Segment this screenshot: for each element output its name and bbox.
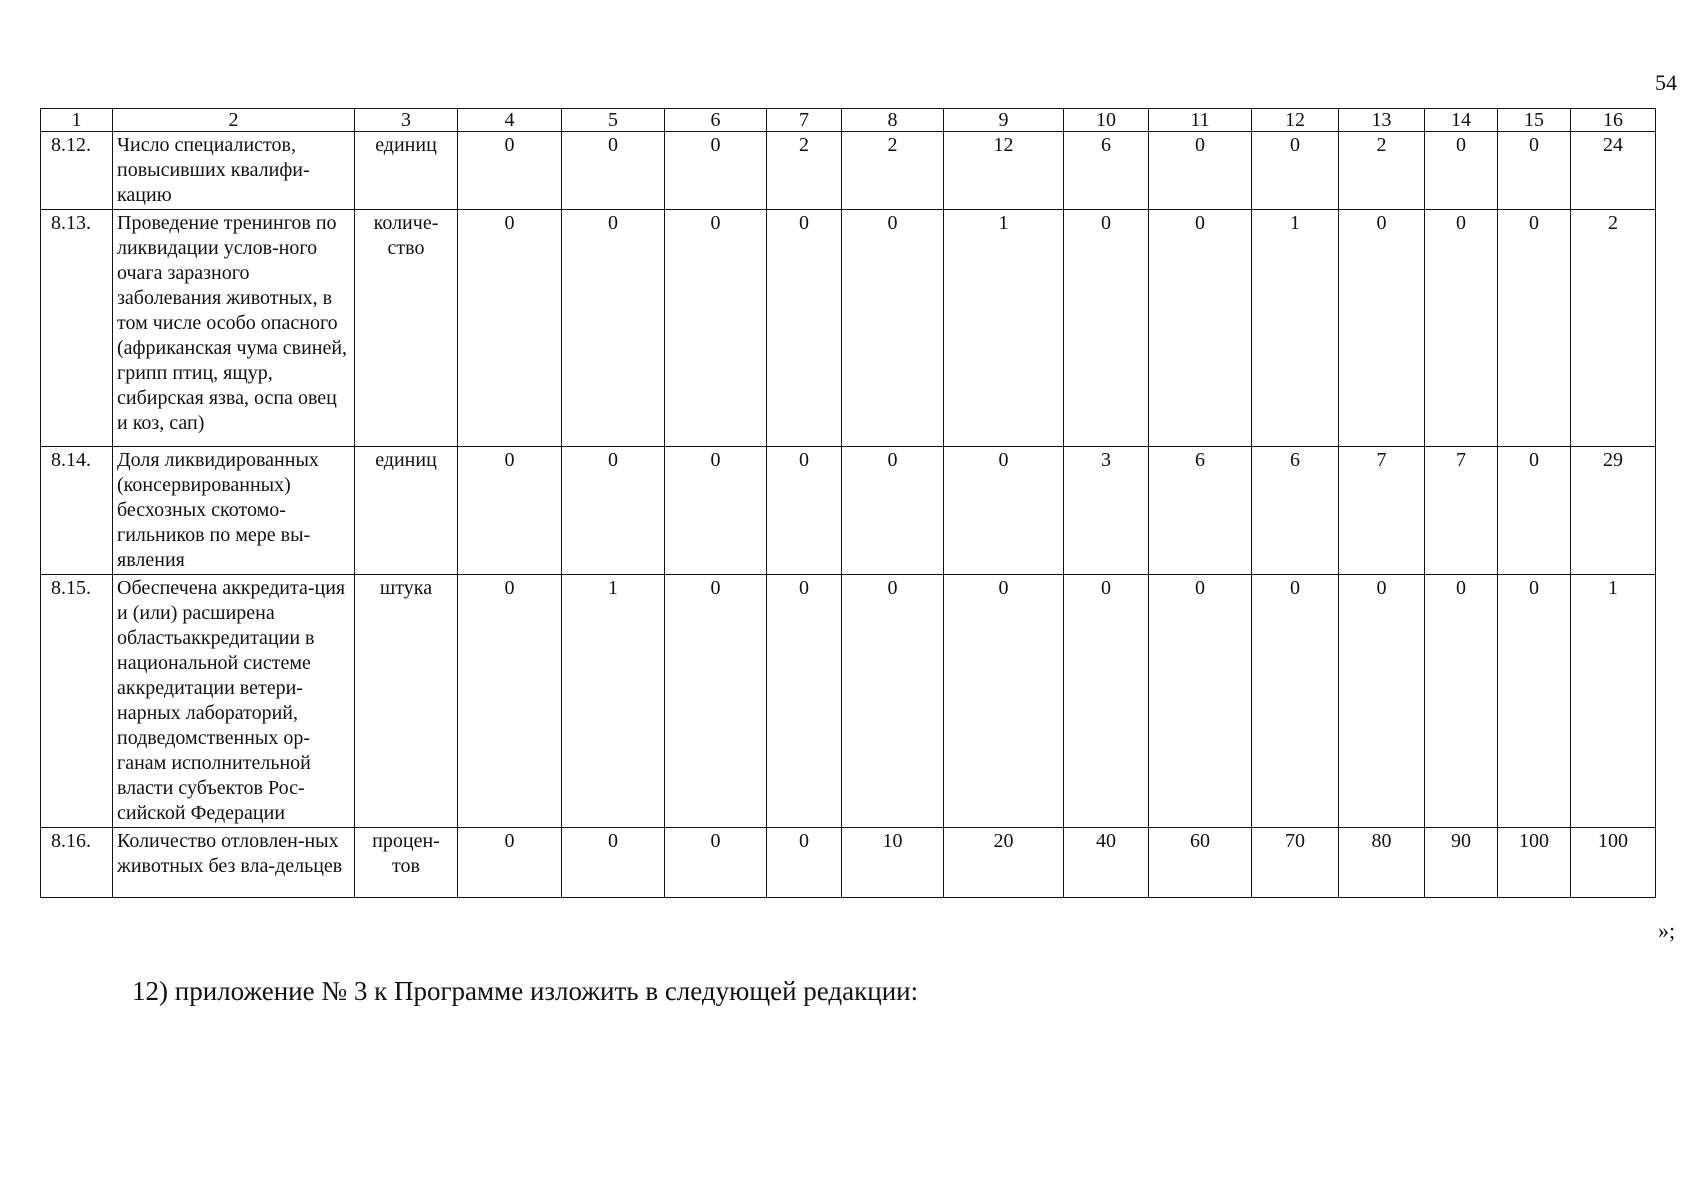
column-header: 11 xyxy=(1149,109,1252,132)
value-cell: 0 xyxy=(665,447,767,575)
row-number-cell: 8.12. xyxy=(41,132,113,210)
column-header: 15 xyxy=(1498,109,1571,132)
value-cell: 24 xyxy=(1571,132,1656,210)
data-table xyxy=(40,108,1656,898)
unit-cell: единиц xyxy=(355,132,458,210)
value-cell: 40 xyxy=(1064,828,1149,898)
page-number: 54 xyxy=(1655,70,1677,95)
indicator-cell: Проведение тренингов по ликвидации услов-ного очага заразного заболевания животных, в том числе особо опасного (африканская чума свиней, грипп птиц, ящур, сибирская язва, оспа овец и коз, сап) xyxy=(113,210,355,447)
value-cell: 0 xyxy=(944,575,1064,828)
unit-cell: процен-тов xyxy=(355,828,458,898)
column-header: 2 xyxy=(113,109,355,132)
header-row xyxy=(41,109,1656,132)
value-cell: 0 xyxy=(1149,575,1252,828)
value-cell: 0 xyxy=(767,828,842,898)
value-cell: 10 xyxy=(842,828,944,898)
table-row xyxy=(41,447,1656,575)
value-cell: 1 xyxy=(1571,575,1656,828)
unit-cell: штука xyxy=(355,575,458,828)
value-cell: 0 xyxy=(1149,132,1252,210)
value-cell: 100 xyxy=(1498,828,1571,898)
column-header: 12 xyxy=(1252,109,1339,132)
value-cell: 0 xyxy=(1425,132,1498,210)
row-number-cell: 8.16. xyxy=(41,828,113,898)
value-cell: 0 xyxy=(1425,575,1498,828)
value-cell: 0 xyxy=(665,575,767,828)
column-header: 1 xyxy=(41,109,113,132)
value-cell: 0 xyxy=(458,828,562,898)
value-cell: 100 xyxy=(1571,828,1656,898)
value-cell: 1 xyxy=(1252,210,1339,447)
indicator-cell: Доля ликвидированных (консервированных) бесхозных скотомо-гильников по мере вы-явления xyxy=(113,447,355,575)
column-header: 9 xyxy=(944,109,1064,132)
value-cell: 0 xyxy=(458,132,562,210)
value-cell: 0 xyxy=(1498,132,1571,210)
value-cell: 7 xyxy=(1425,447,1498,575)
value-cell: 90 xyxy=(1425,828,1498,898)
value-cell: 0 xyxy=(562,132,665,210)
value-cell: 0 xyxy=(1425,210,1498,447)
value-cell: 0 xyxy=(458,210,562,447)
value-cell: 0 xyxy=(1064,210,1149,447)
row-number-cell: 8.13. xyxy=(41,210,113,447)
table-row xyxy=(41,210,1656,447)
value-cell: 0 xyxy=(767,210,842,447)
value-cell: 0 xyxy=(458,447,562,575)
value-cell: 0 xyxy=(842,210,944,447)
column-header: 14 xyxy=(1425,109,1498,132)
indicator-cell: Количество отловлен-ных животных без вла-дельцев xyxy=(113,828,355,898)
closing-quote: »; xyxy=(1658,918,1676,943)
value-cell: 0 xyxy=(665,210,767,447)
value-cell: 80 xyxy=(1339,828,1425,898)
value-cell: 60 xyxy=(1149,828,1252,898)
row-number-cell: 8.14. xyxy=(41,447,113,575)
value-cell: 6 xyxy=(1149,447,1252,575)
value-cell: 2 xyxy=(842,132,944,210)
unit-cell: количе-ство xyxy=(355,210,458,447)
value-cell: 29 xyxy=(1571,447,1656,575)
value-cell: 0 xyxy=(665,828,767,898)
value-cell: 6 xyxy=(1252,447,1339,575)
value-cell: 2 xyxy=(1339,132,1425,210)
indicator-cell: Число специалистов, повысивших квалифи-кацию xyxy=(113,132,355,210)
value-cell: 0 xyxy=(458,575,562,828)
value-cell: 12 xyxy=(944,132,1064,210)
column-header: 16 xyxy=(1571,109,1656,132)
amendment-text: 12) приложение № 3 к Программе изложить в следующей редакции: xyxy=(132,976,919,1006)
column-header: 13 xyxy=(1339,109,1425,132)
indicator-cell: Обеспечена аккредита-ция и (или) расширена областьаккредитации в национальной системе аккредитации ветери-нарных лабораторий, подведомственных ор-ганам исполнительной власти субъектов Рос-сийской Федерации xyxy=(113,575,355,828)
value-cell: 0 xyxy=(767,447,842,575)
value-cell: 0 xyxy=(562,828,665,898)
value-cell: 7 xyxy=(1339,447,1425,575)
table-row xyxy=(41,575,1656,828)
value-cell: 70 xyxy=(1252,828,1339,898)
value-cell: 0 xyxy=(767,575,842,828)
value-cell: 0 xyxy=(562,210,665,447)
value-cell: 0 xyxy=(1498,210,1571,447)
column-header: 8 xyxy=(842,109,944,132)
row-number-cell: 8.15. xyxy=(41,575,113,828)
value-cell: 2 xyxy=(767,132,842,210)
table-body xyxy=(41,132,1656,898)
value-cell: 2 xyxy=(1571,210,1656,447)
value-cell: 1 xyxy=(944,210,1064,447)
value-cell: 0 xyxy=(1064,575,1149,828)
value-cell: 1 xyxy=(562,575,665,828)
value-cell: 0 xyxy=(842,575,944,828)
value-cell: 0 xyxy=(1339,210,1425,447)
value-cell: 0 xyxy=(1498,447,1571,575)
column-header: 4 xyxy=(458,109,562,132)
value-cell: 20 xyxy=(944,828,1064,898)
value-cell: 0 xyxy=(1498,575,1571,828)
value-cell: 6 xyxy=(1064,132,1149,210)
value-cell: 0 xyxy=(944,447,1064,575)
table-row xyxy=(41,132,1656,210)
value-cell: 0 xyxy=(665,132,767,210)
value-cell: 0 xyxy=(1252,575,1339,828)
column-header: 6 xyxy=(665,109,767,132)
value-cell: 0 xyxy=(1252,132,1339,210)
unit-cell: единиц xyxy=(355,447,458,575)
column-header: 7 xyxy=(767,109,842,132)
column-header: 3 xyxy=(355,109,458,132)
column-header: 10 xyxy=(1064,109,1149,132)
table-row xyxy=(41,828,1656,898)
column-header: 5 xyxy=(562,109,665,132)
value-cell: 3 xyxy=(1064,447,1149,575)
value-cell: 0 xyxy=(842,447,944,575)
value-cell: 0 xyxy=(562,447,665,575)
value-cell: 0 xyxy=(1339,575,1425,828)
value-cell: 0 xyxy=(1149,210,1252,447)
